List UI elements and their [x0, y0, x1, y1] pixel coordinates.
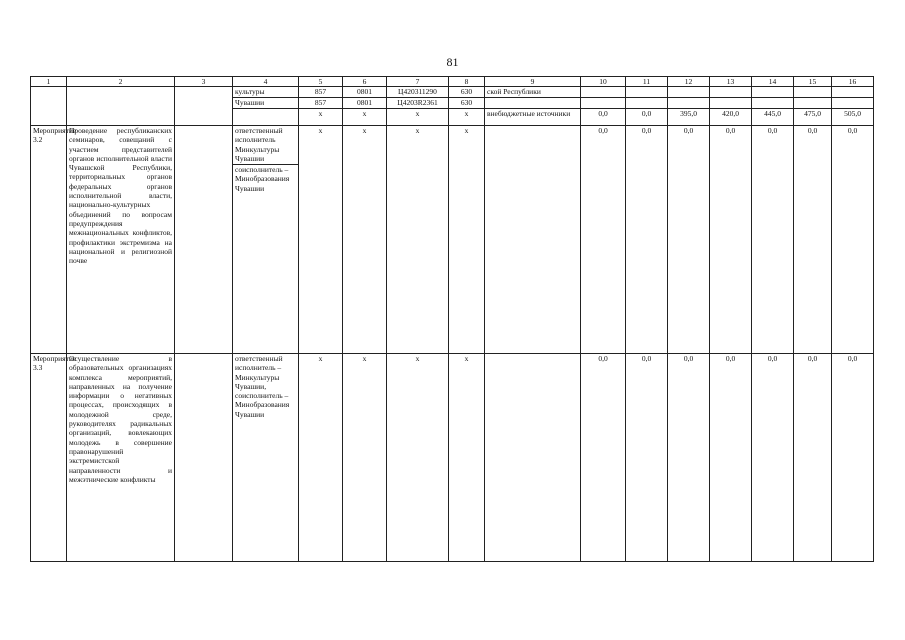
value-cell: 0,0	[752, 354, 794, 562]
value-cell: 0,0	[832, 126, 874, 354]
budget-table	[30, 76, 874, 562]
value-cell: 0,0	[581, 109, 626, 126]
measure-name: Осуществление в образовательных организациях комплекса мероприятий, направленных на получение информации о негативных процессах, происходящих в молодежной среде, руководителях радикальных организаций, вовлекающих молодежь в совершение правонарушений экстремистской направленности и межэтнические конфликты	[67, 354, 175, 562]
value-cell: 0,0	[668, 354, 710, 562]
col-header: 10	[581, 77, 626, 87]
value-cell: 445,0	[752, 109, 794, 126]
expense-type-cell: 630	[449, 98, 485, 109]
table-row-measure-3-2	[31, 126, 874, 354]
target-article-cell: x	[387, 109, 449, 126]
col-header: 1	[31, 77, 67, 87]
grbs-cell: x	[299, 354, 343, 562]
value-cell: 0,0	[794, 354, 832, 562]
target-article-cell: Ц420311290	[387, 87, 449, 98]
table-row-measure-3-3	[31, 354, 874, 562]
measure-name: Проведение республиканских семинаров, совещаний с участием представителей органов исполнительной власти Чувашской Республики, территориальных органов федеральных органов исполнительной власти, национально-культурных объединений по вопросам предупреждения межнациональных конфликтов, профилактики экстремизма на национальной и религиозной почве	[67, 126, 175, 354]
source-cell: ской Республики	[485, 87, 581, 98]
value-cell: 0,0	[626, 126, 668, 354]
value-cell: 0,0	[581, 126, 626, 354]
target-article-cell: x	[387, 126, 449, 354]
expense-type-cell: 630	[449, 87, 485, 98]
value-cell: 0,0	[710, 354, 752, 562]
section-cell: x	[343, 126, 387, 354]
table-row	[31, 87, 874, 98]
col-header: 14	[752, 77, 794, 87]
section-cell: 0801	[343, 87, 387, 98]
value-cell: 0,0	[794, 126, 832, 354]
expense-type-cell: x	[449, 109, 485, 126]
value-cell: 0,0	[832, 354, 874, 562]
col-header: 16	[832, 77, 874, 87]
value-cell: 420,0	[710, 109, 752, 126]
col-header: 15	[794, 77, 832, 87]
col-header: 2	[67, 77, 175, 87]
col-header: 9	[485, 77, 581, 87]
grbs-cell: x	[299, 109, 343, 126]
value-cell: 505,0	[832, 109, 874, 126]
main-executor: ответственный исполнитель Минкультуры Чувашии	[235, 126, 283, 163]
col-header: 3	[175, 77, 233, 87]
col-header: 12	[668, 77, 710, 87]
col-header: 11	[626, 77, 668, 87]
value-cell: 475,0	[794, 109, 832, 126]
measure-code: Мероприятие 3.2	[31, 126, 67, 354]
measure-code: Мероприятие 3.3	[31, 354, 67, 562]
target-article-cell: Ц4203R2361	[387, 98, 449, 109]
value-cell: 0,0	[581, 354, 626, 562]
column-number-row	[31, 77, 874, 87]
section-cell: x	[343, 109, 387, 126]
value-cell: 0,0	[626, 109, 668, 126]
value-cell: 0,0	[626, 354, 668, 562]
executor-cell: ответственный исполнитель – Минкультуры Чувашии, соисполнитель – Минобразования Чувашии	[233, 354, 299, 562]
executor-cell: культуры	[233, 87, 299, 98]
section-cell: 0801	[343, 98, 387, 109]
page-number: 81	[446, 55, 459, 69]
value-cell: 0,0	[752, 126, 794, 354]
grbs-cell: 857	[299, 98, 343, 109]
executor-cell: Чувашии	[233, 98, 299, 109]
value-cell: 0,0	[668, 126, 710, 354]
value-cell: 0,0	[710, 126, 752, 354]
value-cell: 395,0	[668, 109, 710, 126]
col-header: 13	[710, 77, 752, 87]
co-executor: соисполнитель – Минобразования Чувашии	[233, 164, 298, 193]
col-header: 8	[449, 77, 485, 87]
expense-type-cell: x	[449, 126, 485, 354]
col-header: 7	[387, 77, 449, 87]
col-header: 6	[343, 77, 387, 87]
col-header: 4	[233, 77, 299, 87]
grbs-cell: x	[299, 126, 343, 354]
expense-type-cell: x	[449, 354, 485, 562]
col-header: 5	[299, 77, 343, 87]
executor-cell	[233, 126, 299, 354]
grbs-cell: 857	[299, 87, 343, 98]
source-cell: внебюджетные источники	[485, 109, 581, 126]
target-article-cell: x	[387, 354, 449, 562]
section-cell: x	[343, 354, 387, 562]
